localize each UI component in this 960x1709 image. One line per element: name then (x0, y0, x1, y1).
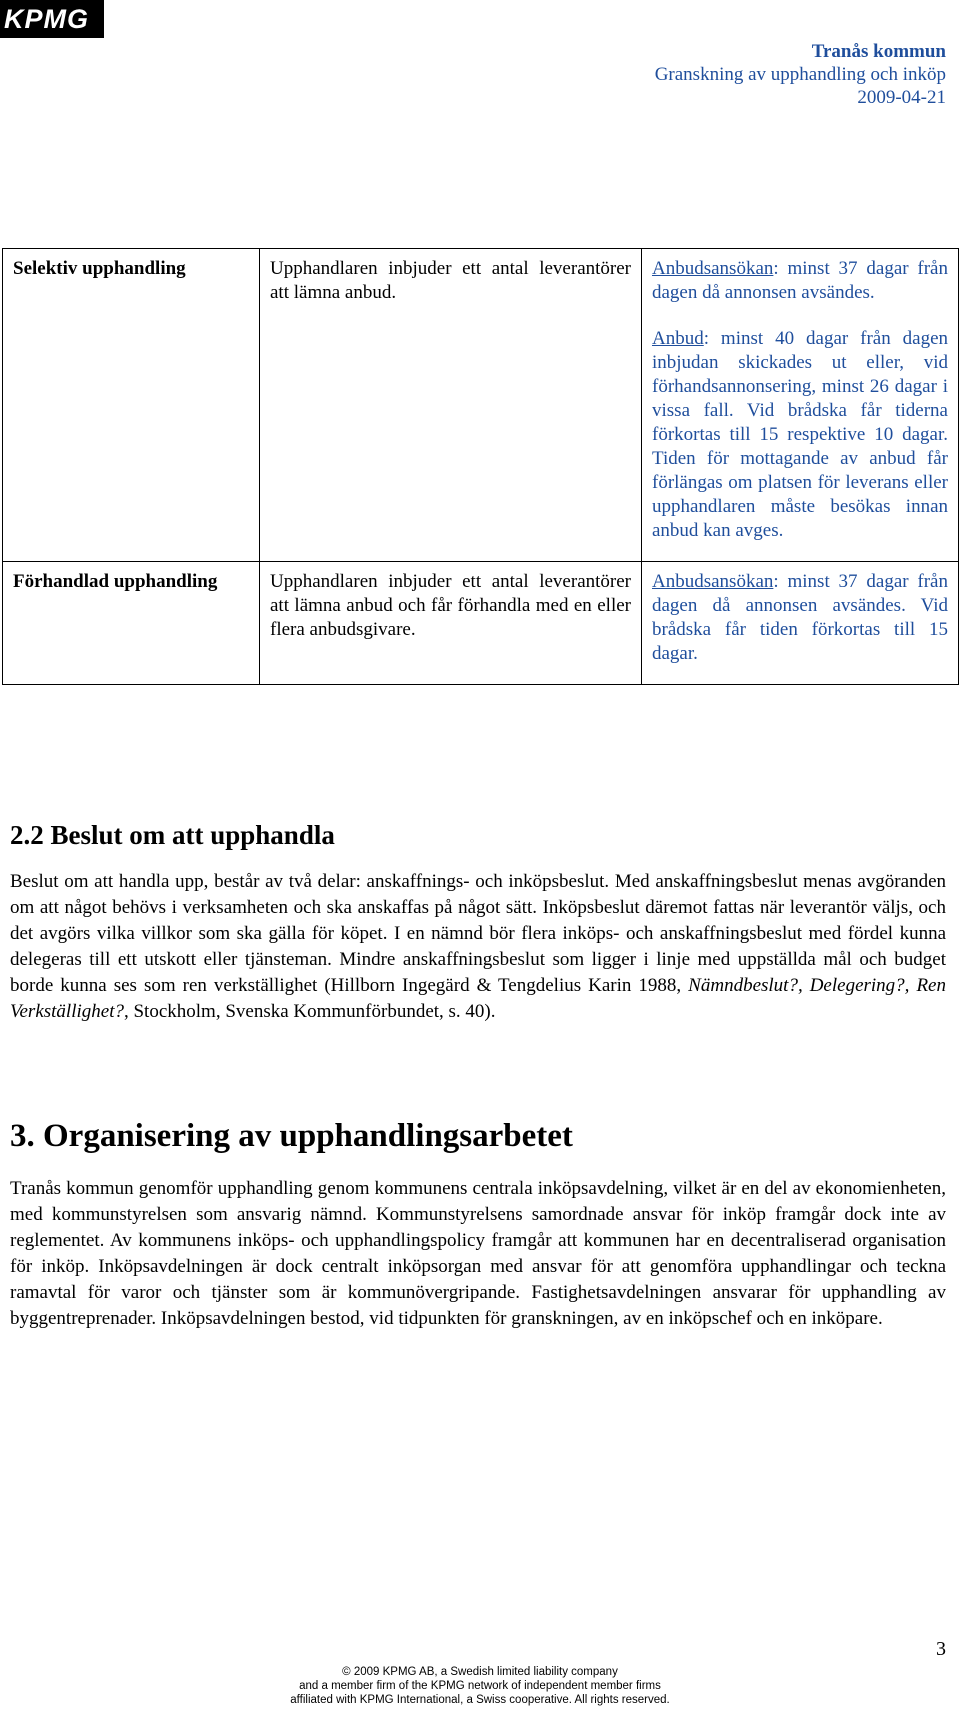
header-organization: Tranås kommun (811, 41, 946, 62)
procedure-name: Selektiv upphandling (3, 249, 260, 562)
deadline-paragraph (652, 570, 948, 666)
procedure-name: Förhandlad upphandling (3, 562, 260, 685)
header-report-title: Granskning av upphandling och inköp (654, 64, 946, 85)
procedure-deadlines (642, 249, 959, 562)
deadline-term: Anbudsansökan (652, 258, 774, 279)
deadline-text: : minst 37 dagar från dagen då annonsen avsändes. Vid brådska får tiden förkortas till 15 dagar. (652, 571, 948, 664)
table-row (3, 249, 959, 562)
table-row (3, 562, 959, 685)
document-header (655, 40, 946, 109)
section-2-2-heading: 2.2 Beslut om att upphandla (10, 820, 335, 850)
procurement-procedures-table (2, 248, 959, 685)
footer-line: © 2009 KPMG AB, a Swedish limited liability company (342, 1666, 618, 1678)
reference-title: Nämndbeslut?, Delegering?, Ren Verkställighet? (10, 975, 946, 1022)
procedure-description: Upphandlaren inbjuder ett antal leverantörer att lämna anbud. (260, 249, 642, 562)
section-2-2-paragraph (10, 869, 946, 1025)
section-3-paragraph: Tranås kommun genomför upphandling genom kommunens centrala inköpsavdelning, vilket är en del av ekonomienheten, med kommunstyrelsen som ansvarig nämnd. Kommunstyrelsens samordnade ansvar för inköp framgår dock inte av reglementet. Av kommunens inköps- och upphandlingspolicy framgår att kommunen har en decentraliserad organisation för inköp. Inköpsavdelningen är dock centralt inköpsorgan med ansvar för att genomföra upphandlingar och teckna ramavtal för varor och tjänster som är kommunövergripande. Fastighetsavdelningen ansvarar för upphandling av byggentreprenader. Inköpsavdelningen bestod, vid tidpunkten för granskningen, av en inköpschef och en inköpare. (10, 1178, 946, 1329)
footer-line: and a member firm of the KPMG network of independent member firms (299, 1680, 661, 1692)
deadline-paragraph (652, 257, 948, 305)
logo-text: KPMG (4, 4, 89, 34)
header-date: 2009-04-21 (857, 87, 946, 108)
paragraph-text: Beslut om att handla upp, består av två delar: anskaffnings- och inköpsbeslut. Med anskaffningsbeslut menas avgöranden om att något behövs i verksamheten och ska anskaffas på något sätt. Inköpsbeslut däremot fattas när leverantör väljs, och det avgörs vilka villkor som ska gälla för köpet. I en nämnd bör flera inköps- och anskaffningsbeslut med fördel kunna delegeras till ett utskott eller tjänsteman. Mindre anskaffningsbeslut som ligger i linje med uppställda mål och budget borde kunna ses som ren verkställighet (Hillborn Ingegärd & Tengdelius Karin 1988, (10, 871, 946, 996)
paragraph-text: , Stockholm, Svenska Kommunförbundet, s. 40). (123, 1001, 496, 1022)
procedure-description: Upphandlaren inbjuder ett antal leverantörer att lämna anbud och får förhandla med en eller flera anbudsgivare. (260, 562, 642, 685)
copyright-footer (0, 1665, 960, 1707)
footer-line: affiliated with KPMG International, a Swiss cooperative. All rights reserved. (290, 1694, 670, 1706)
page-number: 3 (936, 1638, 946, 1660)
deadline-term: Anbud (652, 328, 704, 349)
deadline-paragraph (652, 327, 948, 543)
deadline-text: : minst 37 dagar från dagen då annonsen avsändes. (652, 258, 948, 303)
section-3-heading: 3. Organisering av upphandlingsarbetet (10, 1118, 573, 1154)
kpmg-logo (0, 0, 104, 38)
procedure-deadlines (642, 562, 959, 685)
deadline-term: Anbudsansökan (652, 571, 774, 592)
deadline-text: : minst 40 dagar från dagen inbjudan skickades ut eller, vid förhandsannonsering, minst 26 dagar i vissa fall. Vid brådska får tiderna förkortas till 15 respektive 10 dagar. Tiden för mottagande av anbud får förlängas om platsen för leverans eller upphandlaren måste besökas innan anbud kan avges. (652, 328, 948, 541)
